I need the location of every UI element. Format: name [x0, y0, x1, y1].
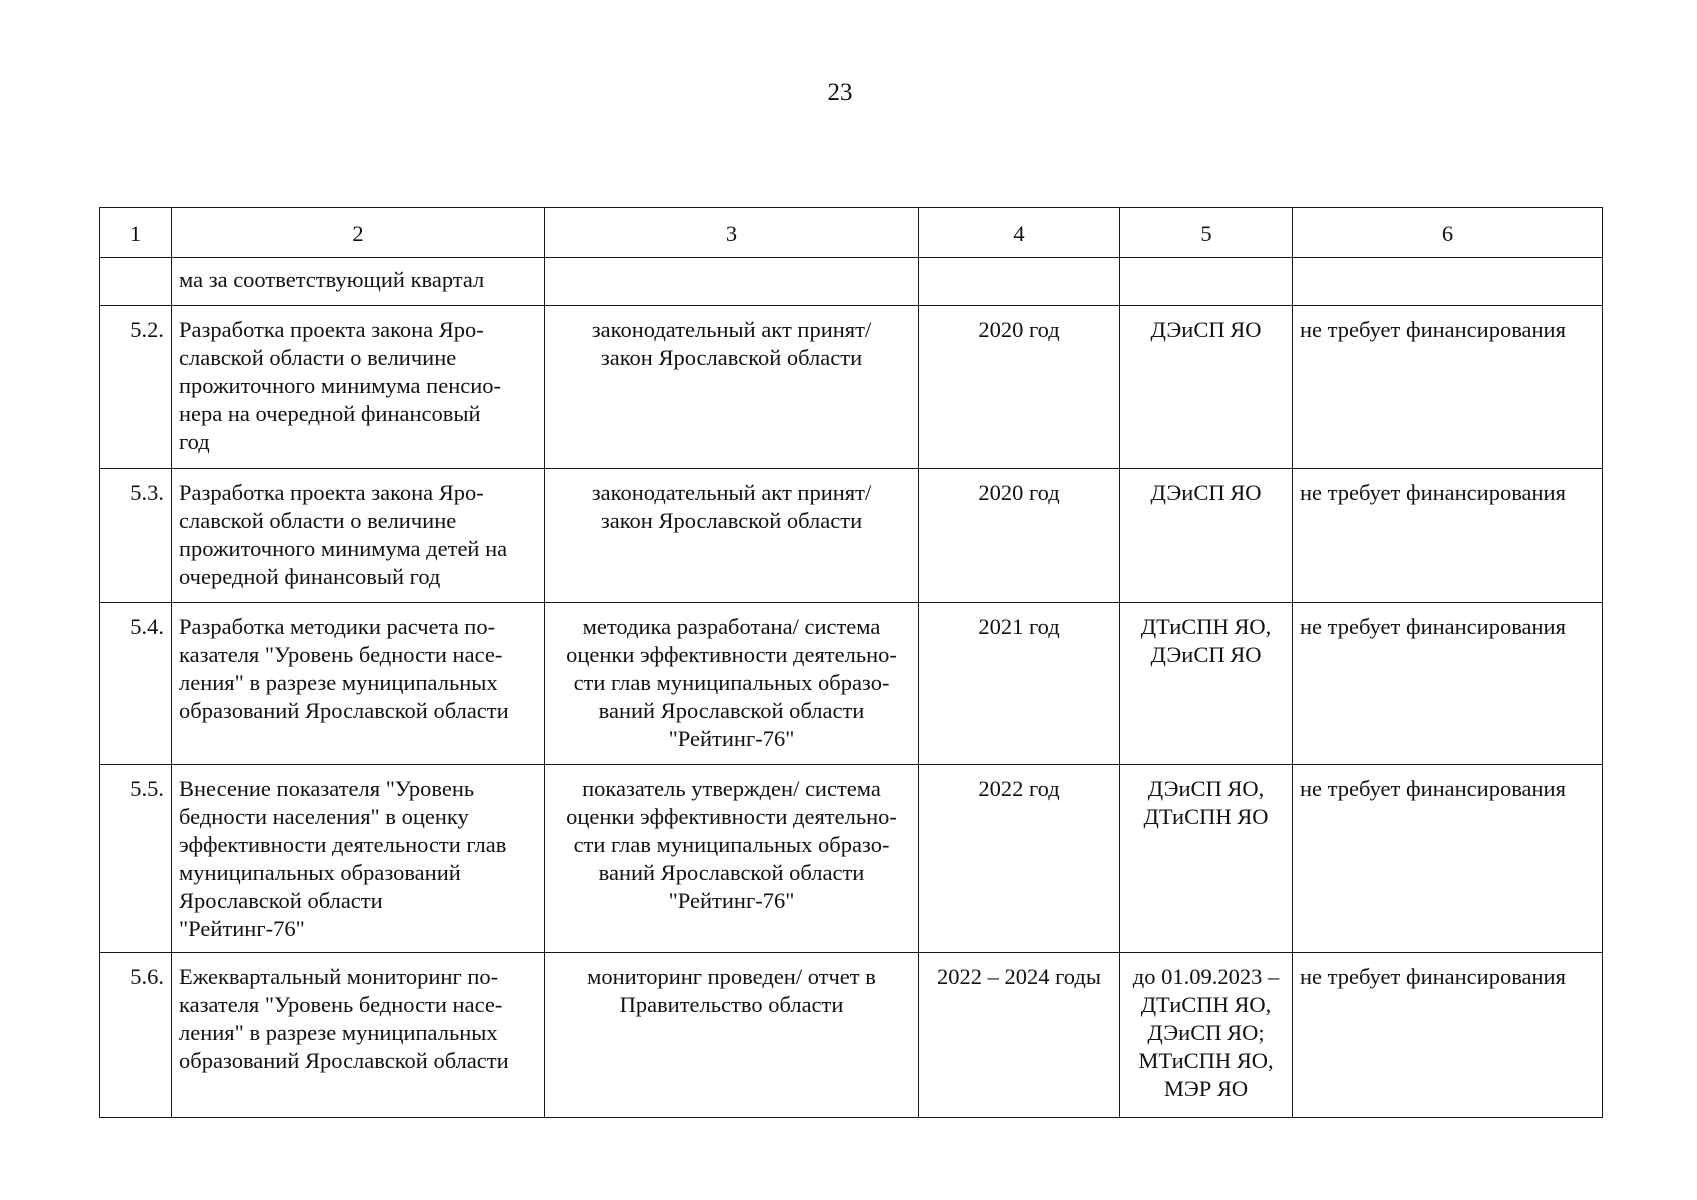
row-financing: не требует финансирования [1293, 469, 1603, 603]
cell-line: закон Ярославской области [600, 345, 863, 370]
cell-line: сти глав муниципальных образо- [573, 832, 890, 857]
page-number: 23 [827, 79, 853, 106]
cell-line: показатель утвержден/ система [582, 776, 881, 801]
cell-line: ма за соответствующий квартал [179, 267, 485, 292]
column-number-5: 5 [1120, 208, 1293, 258]
cell-line: Правительство области [619, 992, 844, 1017]
column-number-3: 3 [545, 208, 919, 258]
row-executor [1120, 765, 1293, 953]
cell-line: оценки эффективности деятельно- [566, 642, 897, 667]
row-executor [1120, 306, 1293, 469]
row-description [172, 469, 545, 603]
row-executor [1120, 469, 1293, 603]
row-term: 2020 год [919, 306, 1120, 469]
cell-line: МЭР ЯО [1163, 1076, 1249, 1101]
row-term: 2022 год [919, 765, 1120, 953]
row-result [545, 258, 919, 306]
cell-line: "Рейтинг-76" [179, 916, 305, 941]
cell-line: бедности населения" в оценку [179, 804, 469, 829]
cell-line: "Рейтинг-76" [668, 888, 795, 913]
cell-line: славской области о величине [179, 508, 457, 533]
cell-line: Ярославской области [179, 888, 383, 913]
table-row [100, 765, 1603, 953]
row-term: 2021 год [919, 603, 1120, 765]
row-description [172, 258, 545, 306]
row-number: 5.2. [100, 306, 172, 469]
row-description [172, 953, 545, 1118]
row-financing: не требует финансирования [1293, 306, 1603, 469]
row-executor [1120, 953, 1293, 1118]
cell-line: год [179, 429, 210, 454]
cell-line: до 01.09.2023 – [1132, 964, 1280, 989]
cell-line: Разработка методики расчета по- [179, 614, 496, 639]
column-number-4: 4 [919, 208, 1120, 258]
table-row [100, 469, 1603, 603]
cell-line: ДТиСПН ЯО [1143, 804, 1269, 829]
cell-line: ДТиСПН ЯО, [1140, 992, 1272, 1017]
row-result [545, 765, 919, 953]
row-term: 2022 – 2024 годы [919, 953, 1120, 1118]
row-financing: не требует финансирования [1293, 953, 1603, 1118]
cell-line: оценки эффективности деятельно- [566, 804, 897, 829]
row-result [545, 469, 919, 603]
cell-line: законодательный акт принят/ [591, 317, 872, 342]
cell-line: очередной финансовый год [179, 564, 441, 589]
cell-line: нера на очередной финансовый [179, 401, 481, 426]
cell-line: ДЭиСП ЯО [1150, 480, 1262, 505]
row-executor [1120, 258, 1293, 306]
row-term [919, 258, 1120, 306]
cell-line: закон Ярославской области [600, 508, 863, 533]
cell-line: славской области о величине [179, 345, 457, 370]
row-financing: не требует финансирования [1293, 765, 1603, 953]
table-row [100, 953, 1603, 1118]
cell-line: "Рейтинг-76" [668, 726, 795, 751]
column-number-1: 1 [100, 208, 172, 258]
cell-line: ваний Ярославской области [598, 698, 865, 723]
cell-line: ДТиСПН ЯО, [1140, 614, 1272, 639]
row-description [172, 306, 545, 469]
cell-line: прожиточного минимума пенсио- [179, 373, 502, 398]
cell-line: образований Ярославской области [179, 1048, 509, 1073]
row-result [545, 953, 919, 1118]
cell-line: ваний Ярославской области [598, 860, 865, 885]
cell-line: Внесение показателя "Уровень [179, 776, 475, 801]
row-number: 5.3. [100, 469, 172, 603]
table-row [100, 306, 1603, 469]
cell-line: Разработка проекта закона Яро- [179, 480, 484, 505]
cell-line: Ежеквартальный мониторинг по- [179, 964, 499, 989]
cell-line: мониторинг проведен/ отчет в [587, 964, 876, 989]
cell-line: казателя "Уровень бедности насе- [179, 992, 503, 1017]
cell-line: эффективности деятельности глав [179, 832, 507, 857]
cell-line: Разработка проекта закона Яро- [179, 317, 484, 342]
row-description [172, 765, 545, 953]
cell-line: ления" в разрезе муниципальных [179, 670, 498, 695]
table-header-row [100, 208, 1603, 258]
cell-line: образований Ярославской области [179, 698, 509, 723]
row-number: 5.5. [100, 765, 172, 953]
cell-line: ДЭиСП ЯО [1150, 317, 1262, 342]
cell-line: МТиСПН ЯО, [1138, 1048, 1274, 1073]
row-financing [1293, 258, 1603, 306]
cell-line: ДЭиСП ЯО [1150, 642, 1262, 667]
cell-line: муниципальных образований [179, 860, 461, 885]
cell-line: казателя "Уровень бедности насе- [179, 642, 503, 667]
cell-line: законодательный акт принят/ [591, 480, 872, 505]
cell-line: ДЭиСП ЯО; [1147, 1020, 1265, 1045]
row-result [545, 603, 919, 765]
row-result [545, 306, 919, 469]
row-financing: не требует финансирования [1293, 603, 1603, 765]
column-number-2: 2 [172, 208, 545, 258]
measures-table [99, 207, 1603, 1118]
cell-line: ДЭиСП ЯО, [1147, 776, 1265, 801]
table-row [100, 603, 1603, 765]
cell-line: методика разработана/ система [582, 614, 881, 639]
cell-line: ления" в разрезе муниципальных [179, 1020, 498, 1045]
row-executor [1120, 603, 1293, 765]
row-description [172, 603, 545, 765]
row-term: 2020 год [919, 469, 1120, 603]
table-row-continuation [100, 258, 1603, 306]
cell-line: прожиточного минимума детей на [179, 536, 508, 561]
row-number: 5.6. [100, 953, 172, 1118]
column-number-6: 6 [1293, 208, 1603, 258]
row-number: 5.4. [100, 603, 172, 765]
row-number [100, 258, 172, 306]
cell-line: сти глав муниципальных образо- [573, 670, 890, 695]
